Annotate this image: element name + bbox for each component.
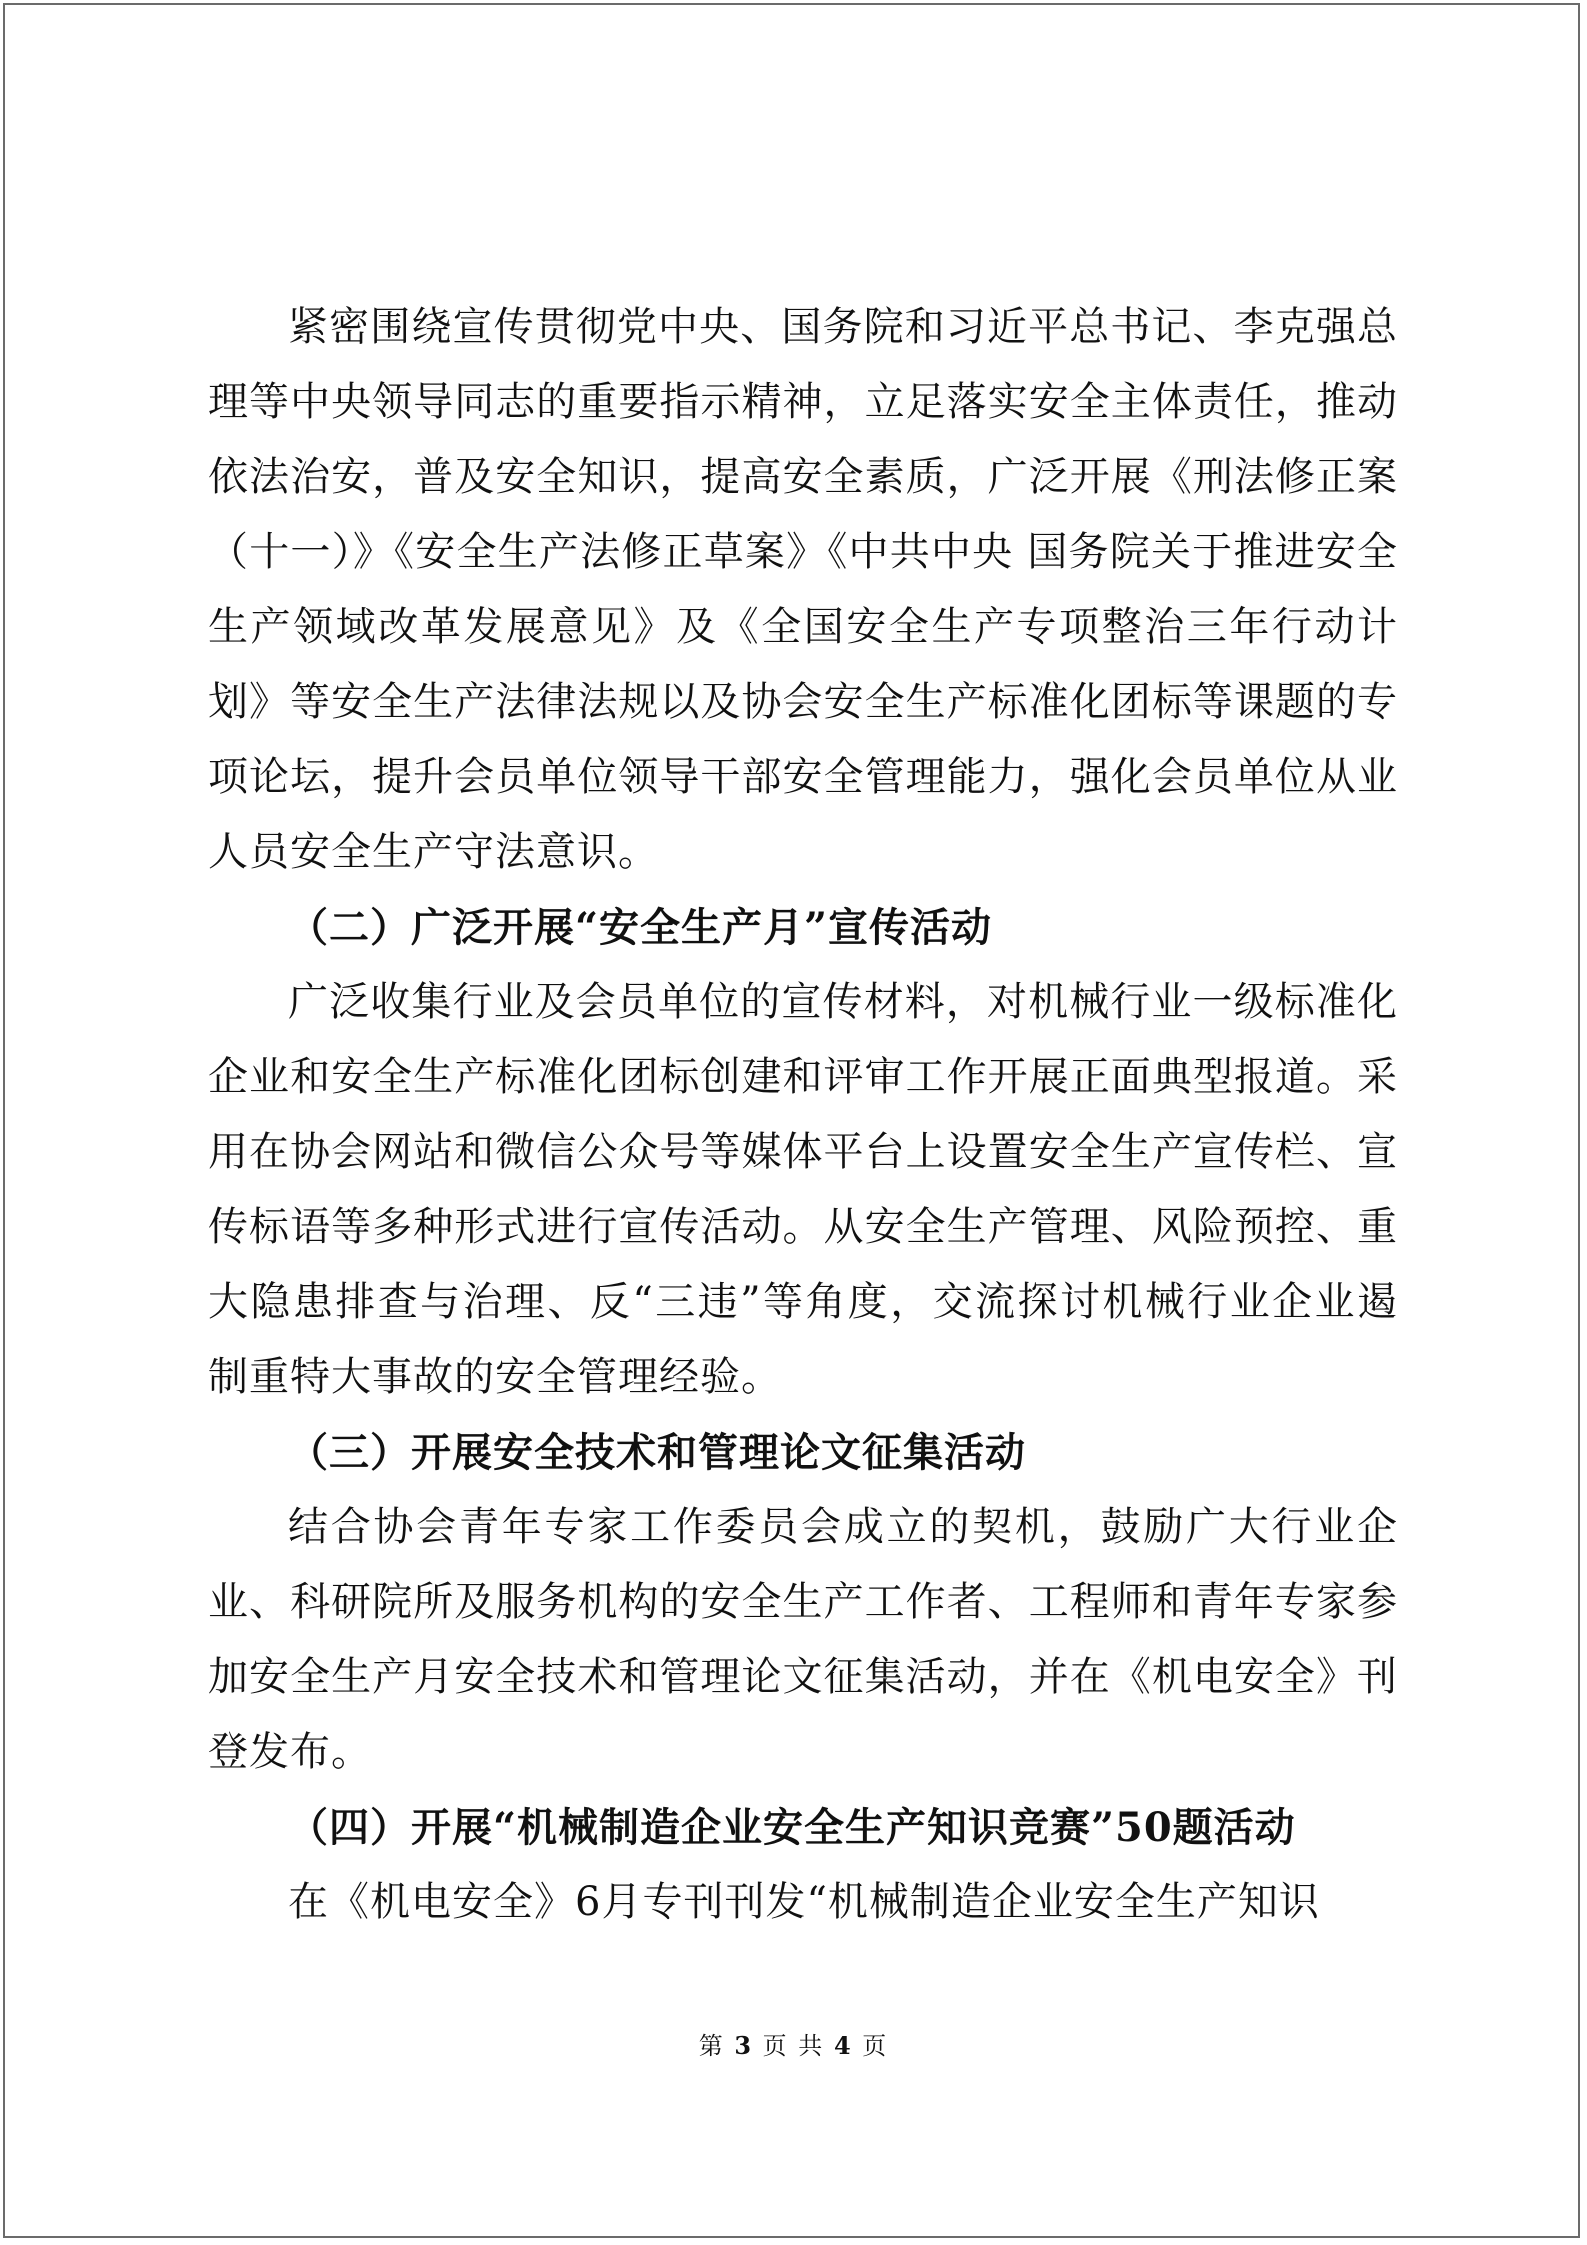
paragraph-intro: 紧密围绕宣传贯彻党中央、国务院和习近平总书记、李克强总理等中央领导同志的重要指示精神，立足落实安全主体责任，推动依法治安，普及安全知识，提高安全素质，广泛开展《刑法修正案（十一）》《安全生产法修正草案》《中共中央 国务院关于推进安全生产领域改革发展意见》及《全国安全生产专项整治三年行动计划》等安全生产法律法规以及协会安全生产标准化团标等课题的专项论坛，提升会员单位领导干部安全管理能力，强化会员单位从业人员安全生产守法意识。 — [208, 304, 1398, 875]
footer-suffix: 页 — [862, 2032, 889, 2060]
heading-section-2: （二）广泛开展“安全生产月”宣传活动 — [288, 904, 993, 951]
paragraph-section-2: 广泛收集行业及会员单位的宣传材料，对机械行业一级标准化企业和安全生产标准化团标创建和评审工作开展正面典型报道。采用在协会网站和微信公众号等媒体平台上设置安全生产宣传栏、宣传标语等多种形式进行宣传活动。从安全生产管理、风险预控、重大隐患排查与治理、反“三违”等角度，交流探讨机械行业企业遏制重特大事故的安全管理经验。 — [208, 979, 1398, 1400]
footer-middle: 页 共 — [762, 2032, 825, 2060]
paragraph-section-4: 在《机电安全》6月专刊刊发“机械制造企业安全生产知识 — [288, 1879, 1320, 1925]
heading-section-3: （三）开展安全技术和管理论文征集活动 — [288, 1429, 1026, 1476]
footer-prefix: 第 — [698, 2032, 725, 2060]
paragraph-section-3: 结合协会青年专家工作委员会成立的契机，鼓励广大行业企业、科研院所及服务机构的安全生产工作者、工程师和青年专家参加安全生产月安全技术和管理论文征集活动，并在《机电安全》刊登发布。 — [208, 1504, 1398, 1775]
footer-current-page: 3 — [734, 2031, 754, 2060]
footer-total-pages: 4 — [833, 2031, 853, 2060]
heading-section-4: （四）开展“机械制造企业安全生产知识竞赛”50题活动 — [288, 1804, 1296, 1851]
document-body — [208, 290, 1398, 1940]
page-footer — [0, 2026, 1587, 2061]
